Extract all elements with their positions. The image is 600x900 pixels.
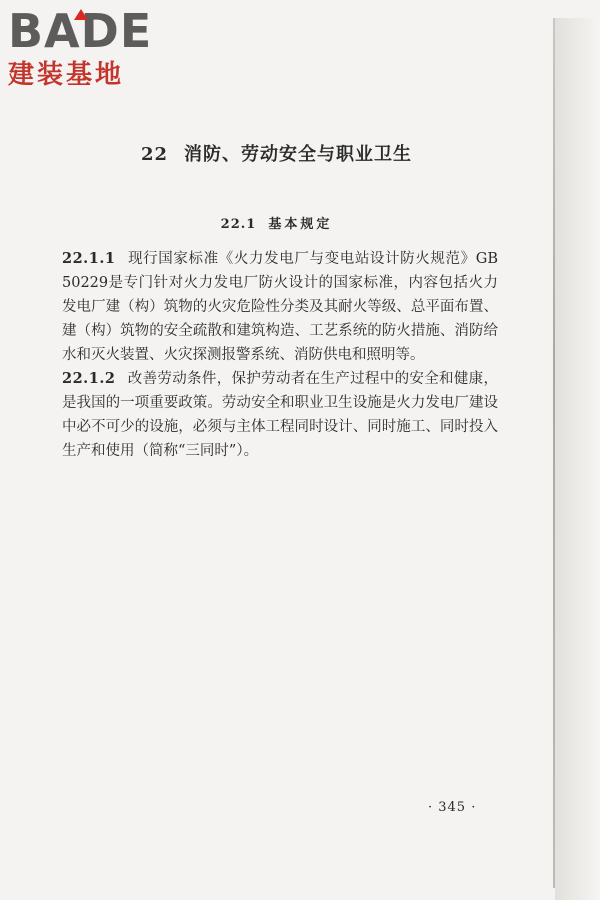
clause-text: 改善劳动条件，保护劳动者在生产过程中的安全和健康，是我国的一项重要政策。劳动安全和职业卫生设施是火力发电厂建设中必不可少的设施，必须与主体工程同时设计、同时施工、同时投入生产和使用（简称“三同时”）。: [62, 371, 498, 459]
clause-paragraph: [62, 247, 498, 367]
watermark-brand-text: BADE: [8, 4, 153, 58]
page-edge-shadow: [555, 18, 600, 900]
clause-text: 现行国家标准《火力发电厂与变电站设计防火规范》GB 50229是专门针对火力发电厂防火设计的国家标准，内容包括火力发电厂建（构）筑物的火灾危险性分类及其耐火等级、总平面布置、建（构）筑物的安全疏散和建筑构造、工艺系统的防火措施、消防给水和灭火装置、火灾探测报警系统、消防供电和照明等。: [62, 251, 498, 363]
clause-paragraph: [62, 367, 498, 463]
chapter-title-text: 消防、劳动安全与职业卫生: [184, 144, 413, 165]
clause-number: 22.1.2: [62, 370, 116, 387]
page-edge: [553, 18, 555, 888]
watermark-accent-icon: [74, 9, 88, 20]
clause-number: 22.1.1: [62, 250, 116, 267]
page-number: · 345 ·: [428, 800, 477, 815]
watermark-logo: [8, 6, 178, 92]
section-title: [0, 213, 553, 232]
chapter-title: [0, 140, 553, 166]
body-text: [62, 247, 498, 463]
section-number: 22.1: [220, 217, 257, 232]
section-title-text: 基本规定: [268, 217, 333, 232]
watermark-subtitle: 建装基地: [8, 60, 125, 90]
watermark-brand: [8, 6, 178, 56]
chapter-number: 22: [140, 144, 169, 165]
